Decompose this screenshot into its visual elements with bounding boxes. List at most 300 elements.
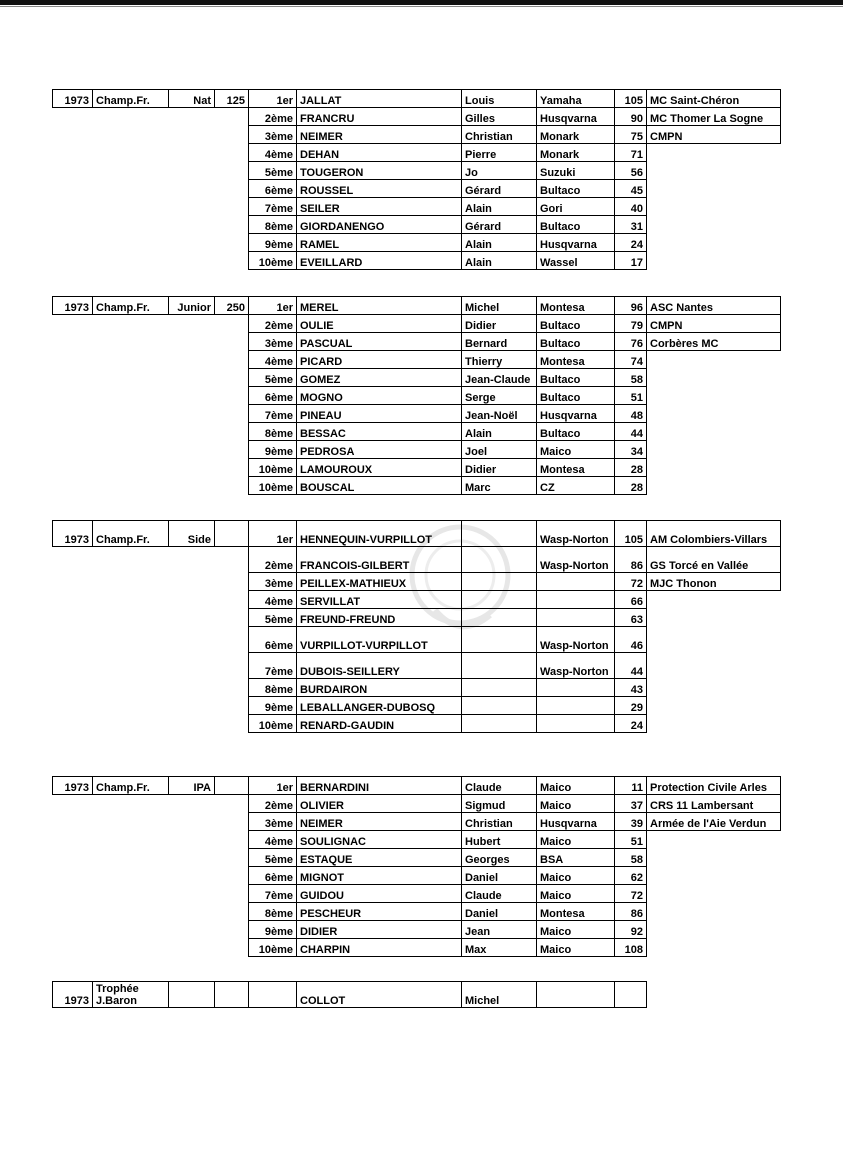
table-row — [53, 234, 781, 252]
points-cell: 75 — [615, 126, 647, 144]
points-cell: 24 — [615, 234, 647, 252]
club-cell: MJC Thonon — [647, 573, 781, 591]
blank-cell — [215, 126, 249, 144]
machine-cell: Bultaco — [537, 387, 615, 405]
blank-cell — [53, 180, 93, 198]
blank-cell — [93, 939, 169, 957]
club-cell: MC Thomer La Sogne — [647, 108, 781, 126]
blank-cell — [53, 573, 93, 591]
blank-cell — [215, 234, 249, 252]
table-row — [53, 627, 781, 653]
points-cell: 45 — [615, 180, 647, 198]
blank-cell — [53, 315, 93, 333]
rider-first-name-cell: Gérard — [462, 216, 537, 234]
rank-cell: 2ème — [249, 315, 297, 333]
blank-cell — [215, 108, 249, 126]
blank-cell — [53, 252, 93, 270]
blank-cell — [215, 351, 249, 369]
rank-cell: 6ème — [249, 627, 297, 653]
machine-cell — [537, 679, 615, 697]
machine-cell: Maico — [537, 885, 615, 903]
rank-cell: 9ème — [249, 234, 297, 252]
blank-cell — [169, 573, 215, 591]
table-row — [53, 679, 781, 697]
blank-cell — [53, 831, 93, 849]
blank-cell — [93, 252, 169, 270]
blank-cell — [169, 697, 215, 715]
blank-cell — [93, 885, 169, 903]
category-cell: Junior — [169, 297, 215, 315]
rank-cell: 4ème — [249, 831, 297, 849]
points-cell: 58 — [615, 369, 647, 387]
table-row — [53, 653, 781, 679]
blank-cell — [169, 315, 215, 333]
points-cell: 86 — [615, 903, 647, 921]
rider-first-name-cell: Thierry — [462, 351, 537, 369]
blank-cell — [169, 849, 215, 867]
rider-name-cell: DUBOIS-SEILLERY — [297, 653, 462, 679]
blank-cell — [169, 252, 215, 270]
trophy-name: COLLOT — [297, 982, 462, 1008]
club-cell — [647, 697, 781, 715]
blank-cell — [93, 315, 169, 333]
points-cell: 62 — [615, 867, 647, 885]
table-row — [53, 108, 781, 126]
year-cell: 1973 — [53, 90, 93, 108]
rider-first-name-cell: Georges — [462, 849, 537, 867]
blank-cell — [93, 351, 169, 369]
rank-cell: 10ème — [249, 252, 297, 270]
blank-cell — [169, 477, 215, 495]
machine-cell: Husqvarna — [537, 234, 615, 252]
blank-cell — [93, 795, 169, 813]
machine-cell: Gori — [537, 198, 615, 216]
cc-cell — [215, 521, 249, 547]
machine-cell: Husqvarna — [537, 813, 615, 831]
cc-cell: 125 — [215, 90, 249, 108]
rank-cell: 5ème — [249, 849, 297, 867]
points-cell: 105 — [615, 521, 647, 547]
blank-cell — [53, 423, 93, 441]
rider-name-cell: RENARD-GAUDIN — [297, 715, 462, 733]
table-row — [53, 423, 781, 441]
club-cell — [647, 831, 781, 849]
blank-cell — [93, 903, 169, 921]
rider-name-cell: NEIMER — [297, 813, 462, 831]
machine-cell: Bultaco — [537, 315, 615, 333]
blank-cell — [169, 885, 215, 903]
rider-first-name-cell — [462, 591, 537, 609]
blank-cell — [215, 903, 249, 921]
blank-cell — [215, 198, 249, 216]
club-cell — [647, 369, 781, 387]
table-row — [53, 198, 781, 216]
table-row — [53, 144, 781, 162]
blank-cell — [215, 939, 249, 957]
rank-cell: 5ème — [249, 609, 297, 627]
rider-first-name-cell: Marc — [462, 477, 537, 495]
blank-cell — [215, 697, 249, 715]
rank-cell: 10ème — [249, 939, 297, 957]
blank-cell — [93, 198, 169, 216]
table-row — [53, 162, 781, 180]
rank-cell: 3ème — [249, 333, 297, 351]
points-cell: 79 — [615, 315, 647, 333]
machine-cell: Suzuki — [537, 162, 615, 180]
machine-cell — [537, 609, 615, 627]
rider-first-name-cell: Didier — [462, 459, 537, 477]
table-row — [53, 921, 781, 939]
rider-first-name-cell: Michel — [462, 297, 537, 315]
blank-cell — [53, 715, 93, 733]
event-cell: Champ.Fr. — [93, 297, 169, 315]
trophy-empty-cell — [215, 982, 249, 1008]
table-row — [53, 315, 781, 333]
blank-cell — [53, 351, 93, 369]
points-cell: 56 — [615, 162, 647, 180]
rider-first-name-cell — [462, 715, 537, 733]
blank-cell — [169, 162, 215, 180]
blank-cell — [53, 126, 93, 144]
points-cell: 11 — [615, 777, 647, 795]
club-cell — [647, 351, 781, 369]
machine-cell: Bultaco — [537, 180, 615, 198]
rider-first-name-cell: Didier — [462, 315, 537, 333]
rider-first-name-cell: Gérard — [462, 180, 537, 198]
rider-first-name-cell: Max — [462, 939, 537, 957]
rider-name-cell: VURPILLOT-VURPILLOT — [297, 627, 462, 653]
blank-cell — [215, 795, 249, 813]
points-cell: 40 — [615, 198, 647, 216]
blank-cell — [93, 867, 169, 885]
blank-cell — [215, 849, 249, 867]
machine-cell: Wassel — [537, 252, 615, 270]
rider-name-cell: OULIE — [297, 315, 462, 333]
blank-cell — [53, 795, 93, 813]
blank-cell — [53, 108, 93, 126]
blank-cell — [93, 369, 169, 387]
rider-name-cell: LEBALLANGER-DUBOSQ — [297, 697, 462, 715]
points-cell: 29 — [615, 697, 647, 715]
rider-name-cell: SEILER — [297, 198, 462, 216]
blank-cell — [93, 459, 169, 477]
rank-cell: 8ème — [249, 679, 297, 697]
rider-first-name-cell: Christian — [462, 813, 537, 831]
rank-cell: 7ème — [249, 198, 297, 216]
blank-cell — [215, 477, 249, 495]
rank-cell: 3ème — [249, 573, 297, 591]
table-row — [53, 90, 781, 108]
blank-cell — [169, 939, 215, 957]
rider-name-cell: BURDAIRON — [297, 679, 462, 697]
rank-cell: 1er — [249, 90, 297, 108]
rider-name-cell: PASCUAL — [297, 333, 462, 351]
rider-name-cell: RAMEL — [297, 234, 462, 252]
machine-cell: Yamaha — [537, 90, 615, 108]
blank-cell — [215, 333, 249, 351]
blank-cell — [169, 903, 215, 921]
points-cell: 39 — [615, 813, 647, 831]
rider-first-name-cell: Bernard — [462, 333, 537, 351]
blank-cell — [215, 609, 249, 627]
blank-cell — [215, 369, 249, 387]
blank-cell — [215, 216, 249, 234]
points-cell: 92 — [615, 921, 647, 939]
blank-cell — [215, 831, 249, 849]
cc-cell: 250 — [215, 297, 249, 315]
rank-cell: 4ème — [249, 351, 297, 369]
machine-cell: Wasp-Norton — [537, 547, 615, 573]
club-cell: Corbères MC — [647, 333, 781, 351]
rider-name-cell: ESTAQUE — [297, 849, 462, 867]
rider-first-name-cell: Serge — [462, 387, 537, 405]
rider-first-name-cell — [462, 573, 537, 591]
rider-name-cell: BESSAC — [297, 423, 462, 441]
blank-cell — [215, 180, 249, 198]
points-cell: 28 — [615, 477, 647, 495]
blank-cell — [53, 477, 93, 495]
table-row — [53, 573, 781, 591]
blank-cell — [169, 234, 215, 252]
event-cell: Champ.Fr. — [93, 777, 169, 795]
rider-first-name-cell: Gilles — [462, 108, 537, 126]
blank-cell — [53, 162, 93, 180]
blank-cell — [169, 216, 215, 234]
table-row — [53, 547, 781, 573]
blank-cell — [53, 697, 93, 715]
rank-cell: 6ème — [249, 867, 297, 885]
club-cell — [647, 939, 781, 957]
blank-cell — [53, 144, 93, 162]
trophy-first-name: Michel — [462, 982, 537, 1008]
blank-cell — [53, 849, 93, 867]
rank-cell: 8ème — [249, 903, 297, 921]
machine-cell: Montesa — [537, 351, 615, 369]
blank-cell — [215, 423, 249, 441]
points-cell: 17 — [615, 252, 647, 270]
rider-name-cell: BERNARDINI — [297, 777, 462, 795]
table-row — [53, 697, 781, 715]
blank-cell — [215, 387, 249, 405]
machine-cell — [537, 591, 615, 609]
trophy-empty-cell — [169, 982, 215, 1008]
table-row — [53, 387, 781, 405]
blank-cell — [215, 315, 249, 333]
points-cell: 28 — [615, 459, 647, 477]
rider-name-cell: EVEILLARD — [297, 252, 462, 270]
machine-cell: Monark — [537, 144, 615, 162]
blank-cell — [215, 162, 249, 180]
blank-cell — [93, 180, 169, 198]
machine-cell: Husqvarna — [537, 405, 615, 423]
rider-name-cell: CHARPIN — [297, 939, 462, 957]
rider-name-cell: FRANCOIS-GILBERT — [297, 547, 462, 573]
points-cell: 71 — [615, 144, 647, 162]
table-row — [53, 849, 781, 867]
table-row — [53, 609, 781, 627]
rider-first-name-cell — [462, 547, 537, 573]
blank-cell — [215, 653, 249, 679]
table-row — [53, 885, 781, 903]
rank-cell: 6ème — [249, 387, 297, 405]
rider-name-cell: TOUGERON — [297, 162, 462, 180]
rank-cell: 7ème — [249, 885, 297, 903]
machine-cell: Maico — [537, 441, 615, 459]
rank-cell: 5ème — [249, 369, 297, 387]
blank-cell — [215, 144, 249, 162]
blank-cell — [93, 831, 169, 849]
results-table — [52, 776, 781, 957]
blank-cell — [93, 573, 169, 591]
blank-cell — [215, 573, 249, 591]
blank-cell — [93, 234, 169, 252]
rider-first-name-cell — [462, 609, 537, 627]
points-cell: 37 — [615, 795, 647, 813]
club-cell — [647, 921, 781, 939]
machine-cell: Maico — [537, 777, 615, 795]
machine-cell: Wasp-Norton — [537, 653, 615, 679]
rank-cell: 10ème — [249, 459, 297, 477]
rider-first-name-cell: Jean-Claude — [462, 369, 537, 387]
blank-cell — [215, 813, 249, 831]
rider-name-cell: DIDIER — [297, 921, 462, 939]
rank-cell: 2ème — [249, 795, 297, 813]
points-cell: 90 — [615, 108, 647, 126]
machine-cell: Montesa — [537, 297, 615, 315]
blank-cell — [215, 885, 249, 903]
rank-cell: 1er — [249, 521, 297, 547]
table-row — [53, 477, 781, 495]
points-cell: 108 — [615, 939, 647, 957]
rider-name-cell: FREUND-FREUND — [297, 609, 462, 627]
blank-cell — [93, 423, 169, 441]
rank-cell: 8ème — [249, 216, 297, 234]
machine-cell: BSA — [537, 849, 615, 867]
blank-cell — [53, 813, 93, 831]
blank-cell — [169, 180, 215, 198]
rider-first-name-cell: Alain — [462, 198, 537, 216]
blank-cell — [53, 903, 93, 921]
points-cell: 66 — [615, 591, 647, 609]
rider-first-name-cell — [462, 697, 537, 715]
blank-cell — [93, 162, 169, 180]
table-row — [53, 521, 781, 547]
rider-first-name-cell: Alain — [462, 252, 537, 270]
rider-first-name-cell: Claude — [462, 885, 537, 903]
club-cell — [647, 162, 781, 180]
rider-first-name-cell: Louis — [462, 90, 537, 108]
blank-cell — [169, 591, 215, 609]
rider-first-name-cell — [462, 627, 537, 653]
table-row — [53, 297, 781, 315]
table-row — [53, 939, 781, 957]
blank-cell — [169, 653, 215, 679]
blank-cell — [169, 679, 215, 697]
machine-cell: CZ — [537, 477, 615, 495]
blank-cell — [93, 126, 169, 144]
machine-cell: Monark — [537, 126, 615, 144]
rider-name-cell: PICARD — [297, 351, 462, 369]
table-row — [53, 126, 781, 144]
blank-cell — [93, 627, 169, 653]
table-row — [53, 252, 781, 270]
table-row — [53, 867, 781, 885]
blank-cell — [53, 387, 93, 405]
blank-cell — [169, 831, 215, 849]
blank-cell — [93, 697, 169, 715]
rank-cell: 10ème — [249, 477, 297, 495]
club-cell — [647, 653, 781, 679]
points-cell: 44 — [615, 423, 647, 441]
points-cell: 51 — [615, 831, 647, 849]
rank-cell: 3ème — [249, 126, 297, 144]
rider-name-cell: SERVILLAT — [297, 591, 462, 609]
blank-cell — [215, 867, 249, 885]
blank-cell — [93, 387, 169, 405]
rider-name-cell: OLIVIER — [297, 795, 462, 813]
blank-cell — [93, 108, 169, 126]
rank-cell: 1er — [249, 297, 297, 315]
blank-cell — [215, 459, 249, 477]
trophy-empty-cell — [249, 982, 297, 1008]
blank-cell — [215, 441, 249, 459]
top-border-line — [0, 0, 843, 5]
machine-cell: Maico — [537, 939, 615, 957]
rider-first-name-cell: Daniel — [462, 903, 537, 921]
club-cell: GS Torcé en Vallée — [647, 547, 781, 573]
rank-cell: 7ème — [249, 405, 297, 423]
table-row — [53, 715, 781, 733]
club-cell — [647, 180, 781, 198]
points-cell: 44 — [615, 653, 647, 679]
points-cell: 105 — [615, 90, 647, 108]
rider-name-cell: GIORDANENGO — [297, 216, 462, 234]
blank-cell — [169, 405, 215, 423]
club-cell — [647, 609, 781, 627]
rider-name-cell: MIGNOT — [297, 867, 462, 885]
points-cell: 72 — [615, 885, 647, 903]
blank-cell — [169, 867, 215, 885]
club-cell — [647, 867, 781, 885]
rider-name-cell: HENNEQUIN-VURPILLOT — [297, 521, 462, 547]
blank-cell — [93, 441, 169, 459]
rider-name-cell: PINEAU — [297, 405, 462, 423]
machine-cell: Maico — [537, 795, 615, 813]
club-cell — [647, 903, 781, 921]
club-cell: CMPN — [647, 315, 781, 333]
club-cell: Protection Civile Arles — [647, 777, 781, 795]
table-row — [53, 216, 781, 234]
blank-cell — [93, 591, 169, 609]
blank-cell — [93, 405, 169, 423]
trophy-year: 1973 — [53, 982, 93, 1008]
blank-cell — [169, 921, 215, 939]
rider-first-name-cell: Claude — [462, 777, 537, 795]
blank-cell — [93, 679, 169, 697]
event-cell: Champ.Fr. — [93, 521, 169, 547]
year-cell: 1973 — [53, 777, 93, 795]
club-cell — [647, 405, 781, 423]
blank-cell — [53, 405, 93, 423]
blank-cell — [215, 715, 249, 733]
club-cell — [647, 885, 781, 903]
rider-name-cell: PEDROSA — [297, 441, 462, 459]
rank-cell: 4ème — [249, 591, 297, 609]
blank-cell — [53, 627, 93, 653]
blank-cell — [53, 885, 93, 903]
rider-name-cell: ROUSSEL — [297, 180, 462, 198]
results-table — [52, 520, 781, 733]
